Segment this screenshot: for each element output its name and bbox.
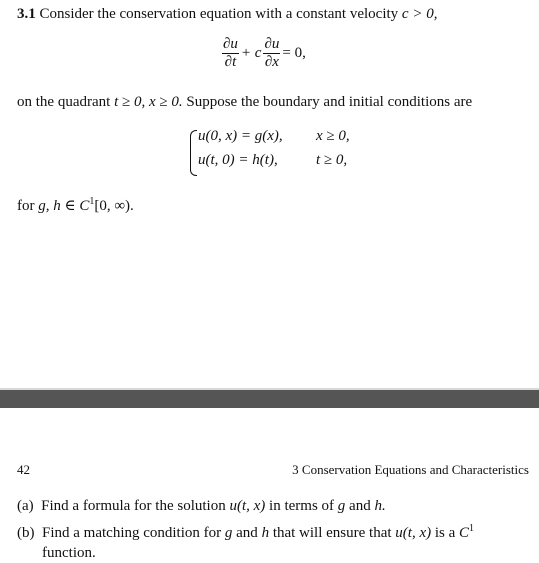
problem-intro <box>17 6 437 23</box>
problem-number: 3.1 <box>17 6 36 22</box>
question-b-line-1: Find a matching condition for g and h that will ensure that u(t, x) is a $C^1$ <box>42 523 475 541</box>
function-class-sentence: for g, h ∈ $C^1[0$, ∞). <box>17 196 134 214</box>
page-break-band <box>0 390 539 408</box>
question-a-label: (a) <box>17 498 34 514</box>
running-head: 3 Conservation Equations and Characteristics <box>292 462 529 477</box>
domain-sentence: on the quadrant t ≥ 0, x ≥ 0. Suppose the boundary and initial conditions are <box>17 94 473 110</box>
plus-c: + c <box>240 45 262 61</box>
question-b-label: (b) <box>17 525 35 541</box>
page-number: 42 <box>17 462 30 477</box>
pde-equation <box>222 36 306 82</box>
equals-zero: = 0, <box>282 45 306 61</box>
boundary-condition-1: u(0, x) = g(x), x ≥ 0, <box>198 128 350 144</box>
boundary-conditions-system <box>190 126 360 182</box>
du-dx-fraction: $\frac{\partial u}{\partial x}$ <box>264 36 280 70</box>
question-a: (a) Find a formula for the solution u(t, x) in terms of g and h. <box>17 498 386 514</box>
velocity-condition: c > 0, <box>401 6 438 22</box>
left-brace <box>190 130 197 176</box>
boundary-condition-2: u(t, 0) = h(t), t ≥ 0, <box>198 152 348 168</box>
question-b-line-2: function. <box>42 545 96 561</box>
intro-text: Consider the conservation equation with a constant velocity <box>39 6 399 22</box>
du-dt-fraction: $\frac{\partial u}{\partial t}$ <box>223 36 238 70</box>
domain-math: t ≥ 0, x ≥ 0. <box>114 94 183 110</box>
